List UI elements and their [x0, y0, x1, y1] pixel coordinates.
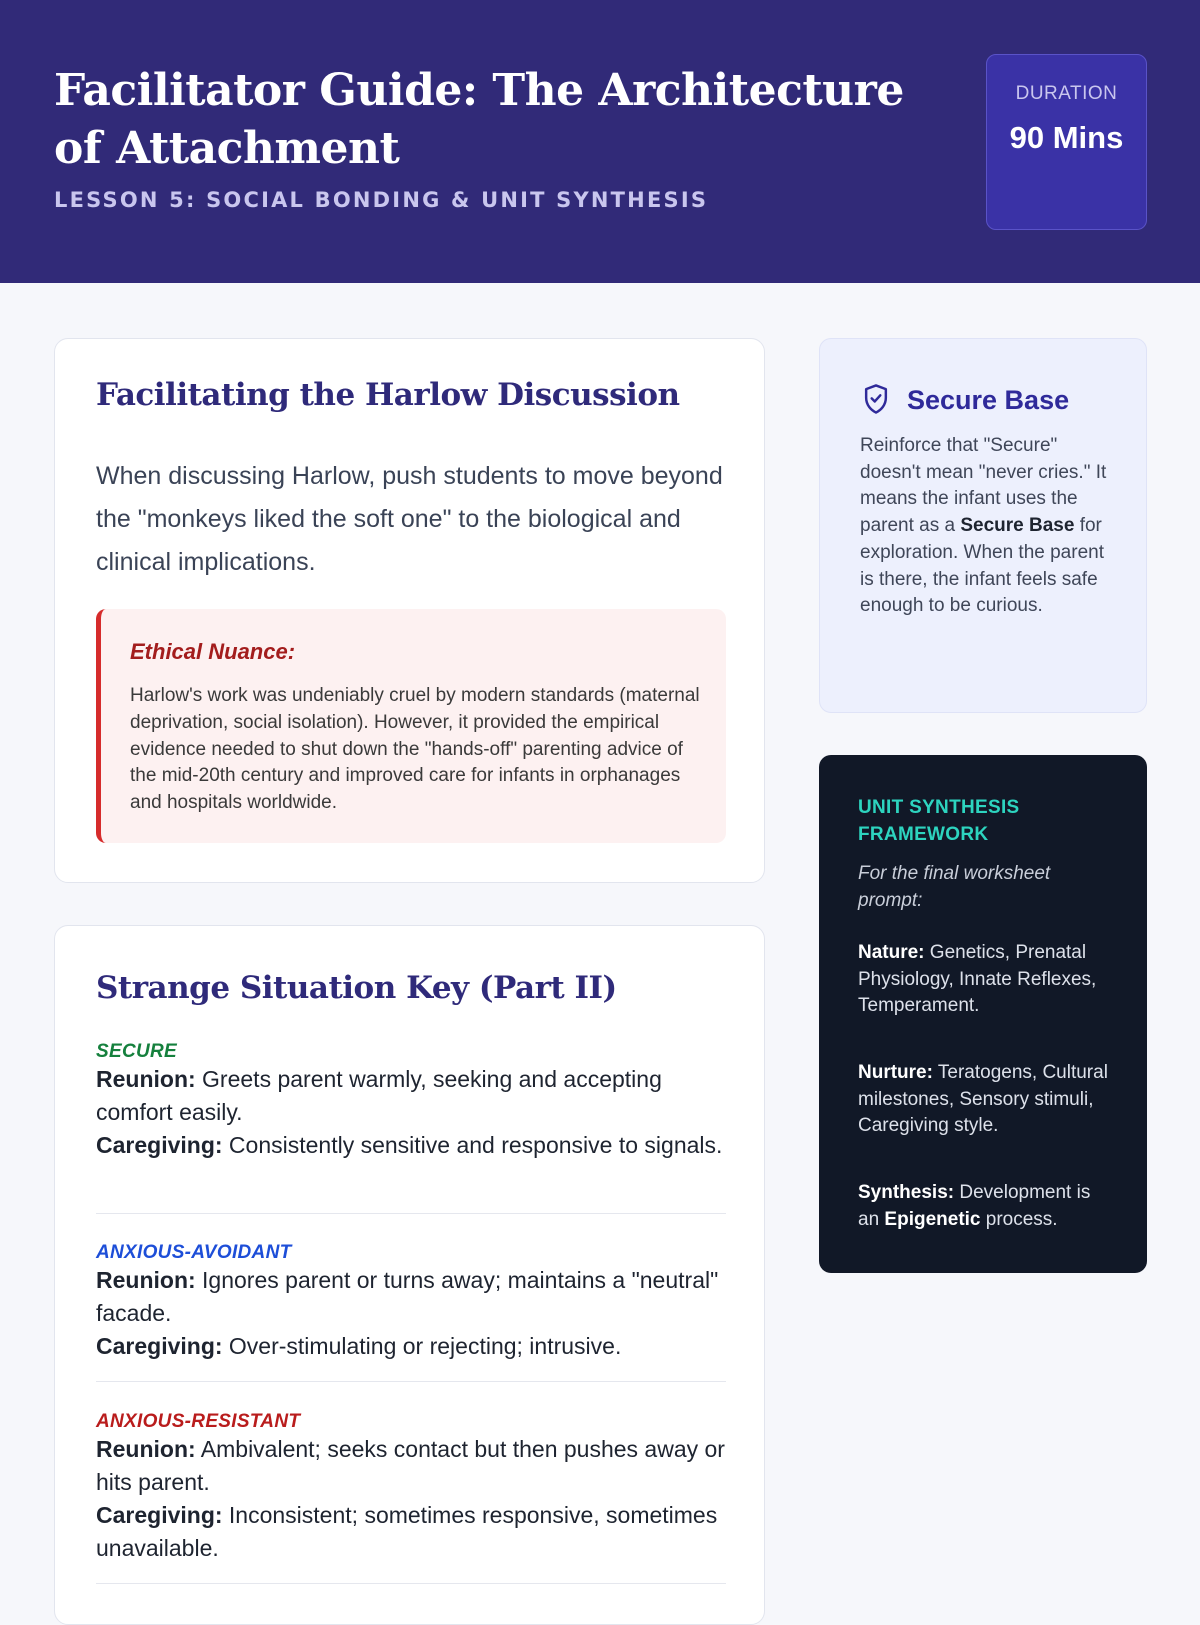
- attachment-type-secure: [96, 1041, 726, 1162]
- duration-badge: [986, 54, 1147, 230]
- synthesis-intro: For the final worksheet prompt:: [858, 863, 1051, 911]
- harlow-card-title: Facilitating the Harlow Discussion: [96, 377, 680, 413]
- reunion-label: Reunion:: [96, 1267, 196, 1293]
- synthesis-nature: [858, 940, 1113, 1020]
- ethical-nuance-callout: [96, 609, 726, 843]
- harlow-discussion-card: [54, 338, 765, 883]
- nurture-label: Nurture:: [858, 1062, 933, 1083]
- caregiving-label: Caregiving:: [96, 1132, 223, 1158]
- attachment-type-name: SECURE: [96, 1041, 177, 1062]
- reunion-text: Ambivalent; seeks contact but then pushes away or hits parent.: [96, 1436, 725, 1495]
- unit-synthesis-card: [819, 755, 1147, 1273]
- attachment-type-name: ANXIOUS-RESISTANT: [96, 1411, 301, 1432]
- secure-base-term: Secure Base: [960, 515, 1075, 537]
- attachment-type-name: ANXIOUS-AVOIDANT: [96, 1242, 292, 1263]
- reunion-text: Greets parent warmly, seeking and accepting comfort easily.: [96, 1066, 662, 1125]
- reunion-description: [96, 1264, 726, 1330]
- shield-check-icon: [861, 383, 891, 415]
- caregiving-text: Over-stimulating or rejecting; intrusive.: [228, 1333, 622, 1359]
- synthesis-summary: [858, 1180, 1113, 1233]
- harlow-intro-text: When discussing Harlow, push students to move beyond the "monkeys liked the soft one" to the biological and clinical implications.: [96, 462, 723, 576]
- duration-value: 90 Mins: [1009, 120, 1124, 155]
- synthesis-text: Development is an: [858, 1182, 1091, 1230]
- synthesis-nurture: [858, 1060, 1113, 1140]
- ethical-nuance-text: Harlow's work was undeniably cruel by modern standards (maternal deprivation, social isolation). However, it provided the empirical evidence needed to shut down the "hands-off" parenting advice of the mid-20th century and improved care for infants in orphanages and hospitals worldwide.: [130, 685, 700, 814]
- page-title: Facilitator Guide: The Architecture of Attachment: [54, 65, 904, 174]
- caregiving-description: [96, 1330, 726, 1363]
- epigenetic-term: Epigenetic: [884, 1208, 981, 1230]
- divider: [96, 1583, 726, 1584]
- caregiving-label: Caregiving:: [96, 1502, 223, 1528]
- attachment-type-resistant: [96, 1411, 726, 1565]
- secure-base-title: Secure Base: [907, 385, 1070, 415]
- divider: [96, 1381, 726, 1382]
- page-header: [0, 0, 1200, 283]
- synthesis-label: Synthesis:: [858, 1182, 955, 1203]
- nurture-text: Teratogens, Cultural milestones, Sensory stimuli, Caregiving style.: [858, 1062, 1108, 1137]
- caregiving-text: Consistently sensitive and responsive to signals.: [228, 1132, 723, 1158]
- caregiving-description: [96, 1129, 726, 1162]
- secure-base-text-part: Reinforce that "Secure" doesn't mean "never cries." It means the infant uses the parent as a: [860, 435, 1107, 537]
- nature-text: Genetics, Prenatal Physiology, Innate Reflexes, Temperament.: [858, 942, 1097, 1017]
- synthesis-heading: UNIT SYNTHESIS FRAMEWORK: [858, 797, 1020, 845]
- reunion-label: Reunion:: [96, 1066, 196, 1092]
- caregiving-description: [96, 1499, 726, 1565]
- secure-base-card: [819, 338, 1147, 713]
- divider: [96, 1213, 726, 1214]
- synthesis-text-end: process.: [980, 1208, 1058, 1230]
- strange-situation-title: Strange Situation Key (Part II): [96, 970, 617, 1006]
- reunion-description: [96, 1433, 726, 1499]
- reunion-text: Ignores parent or turns away; maintains a "neutral" facade.: [96, 1267, 719, 1326]
- attachment-type-avoidant: [96, 1242, 726, 1363]
- reunion-description: [96, 1063, 726, 1129]
- ethical-nuance-title: Ethical Nuance:: [130, 639, 296, 664]
- reunion-label: Reunion:: [96, 1436, 196, 1462]
- secure-base-text-part: for exploration. When the parent is there, the infant feels safe enough to be curious.: [860, 515, 1104, 617]
- caregiving-text: Inconsistent; sometimes responsive, sometimes unavailable.: [96, 1502, 718, 1561]
- duration-label: DURATION: [1015, 83, 1118, 104]
- nature-label: Nature:: [858, 942, 925, 963]
- secure-base-text: [860, 433, 1118, 620]
- page-subtitle: LESSON 5: SOCIAL BONDING & UNIT SYNTHESIS: [54, 188, 709, 212]
- caregiving-label: Caregiving:: [96, 1333, 223, 1359]
- strange-situation-card: [54, 925, 765, 1625]
